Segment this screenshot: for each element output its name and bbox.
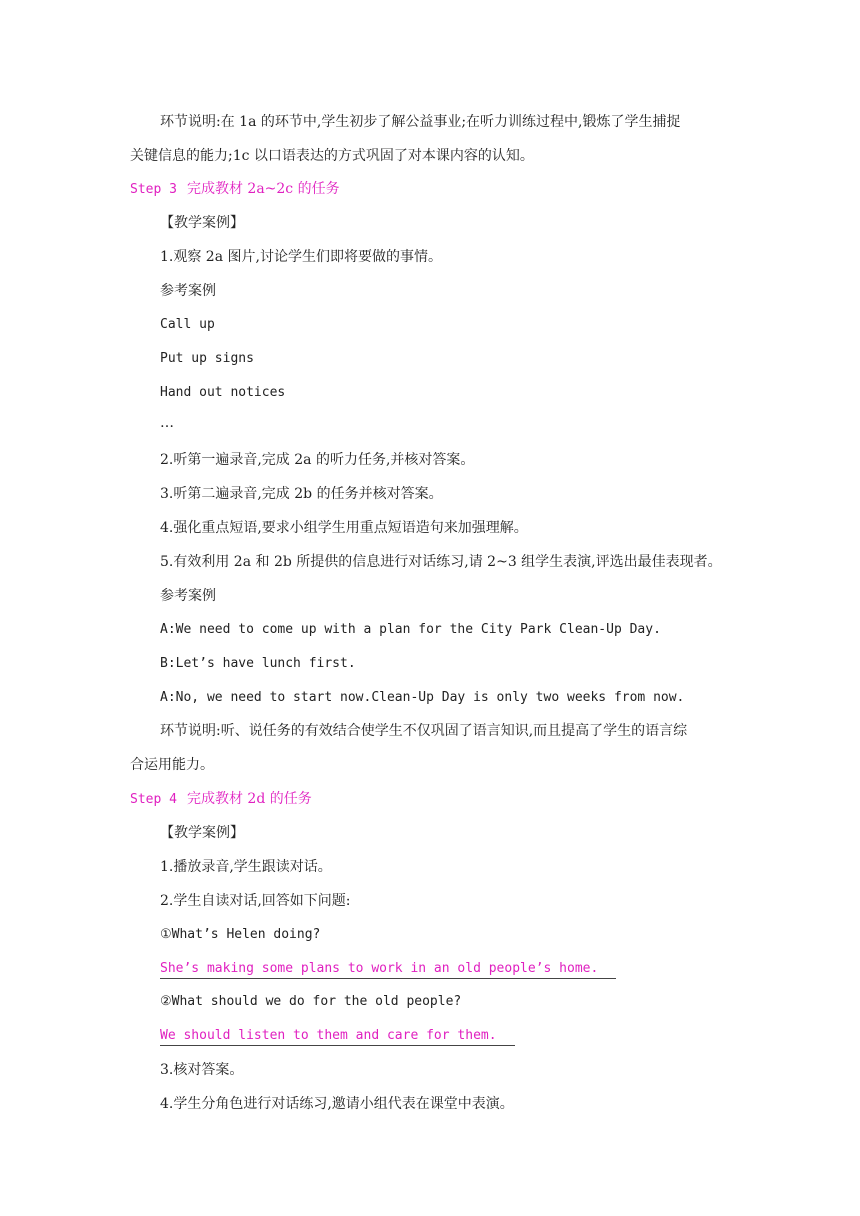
- example-item: Call up: [160, 317, 215, 332]
- ellipsis: …: [160, 415, 174, 431]
- example-item: Put up signs: [160, 351, 254, 366]
- note-paragraph-line: 环节说明:在 1a 的环节中,学生初步了解公益事业;在听力训练过程中,锻炼了学生捕捉: [160, 114, 681, 130]
- answer-line: [160, 958, 740, 979]
- list-item: 3.核对答案。: [160, 1062, 244, 1078]
- dialogue-line: A:No, we need to start now.Clean-Up Day is only two weeks from now.: [160, 690, 685, 705]
- list-item: 5.有效利用 2a 和 2b 所提供的信息进行对话练习,请 2~3 组学生表演,评选出最佳表现者。: [160, 554, 722, 570]
- teaching-case-heading: 【教学案例】: [160, 825, 244, 841]
- answer-text: She’s making some plans to work in an old people’s home.: [160, 960, 616, 979]
- list-item: 4.强化重点短语,要求小组学生用重点短语造句来加强理解。: [160, 520, 528, 536]
- list-item: 3.听第二遍录音,完成 2b 的任务并核对答案。: [160, 486, 443, 502]
- step3-heading: [130, 179, 740, 200]
- step4-number: Step 4: [130, 792, 177, 807]
- dialogue-line: A:We need to come up with a plan for the City Park Clean-Up Day.: [160, 622, 661, 637]
- dialogue-line: B:Let’s have lunch first.: [160, 656, 356, 671]
- list-item: 2.学生自读对话,回答如下问题:: [160, 893, 351, 909]
- step4-title: 完成教材 2d 的任务: [186, 791, 312, 807]
- reference-label: 参考案例: [160, 283, 216, 299]
- note-paragraph-line: 关键信息的能力;1c 以口语表达的方式巩固了对本课内容的认知。: [130, 148, 534, 164]
- note-paragraph-line: 合运用能力。: [130, 757, 214, 773]
- answer-text: We should listen to them and care for them.: [160, 1027, 515, 1046]
- list-item: 1.播放录音,学生跟读对话。: [160, 859, 332, 875]
- step3-title: 完成教材 2a~2c 的任务: [186, 181, 340, 197]
- step4-heading: [130, 789, 740, 810]
- question: ②What should we do for the old people?: [160, 994, 462, 1009]
- list-item: 2.听第一遍录音,完成 2a 的听力任务,并核对答案。: [160, 452, 475, 468]
- note-paragraph-line: 环节说明:听、说任务的有效结合使学生不仅巩固了语言知识,而且提高了学生的语言综: [160, 723, 688, 739]
- teaching-case-heading: 【教学案例】: [160, 215, 244, 231]
- reference-label: 参考案例: [160, 588, 216, 604]
- example-item: Hand out notices: [160, 385, 286, 400]
- answer-line: [160, 1025, 740, 1046]
- list-item: 4.学生分角色进行对话练习,邀请小组代表在课堂中表演。: [160, 1096, 514, 1112]
- question: ①What’s Helen doing?: [160, 927, 321, 942]
- list-item: 1.观察 2a 图片,讨论学生们即将要做的事情。: [160, 249, 442, 265]
- step3-number: Step 3: [130, 182, 177, 197]
